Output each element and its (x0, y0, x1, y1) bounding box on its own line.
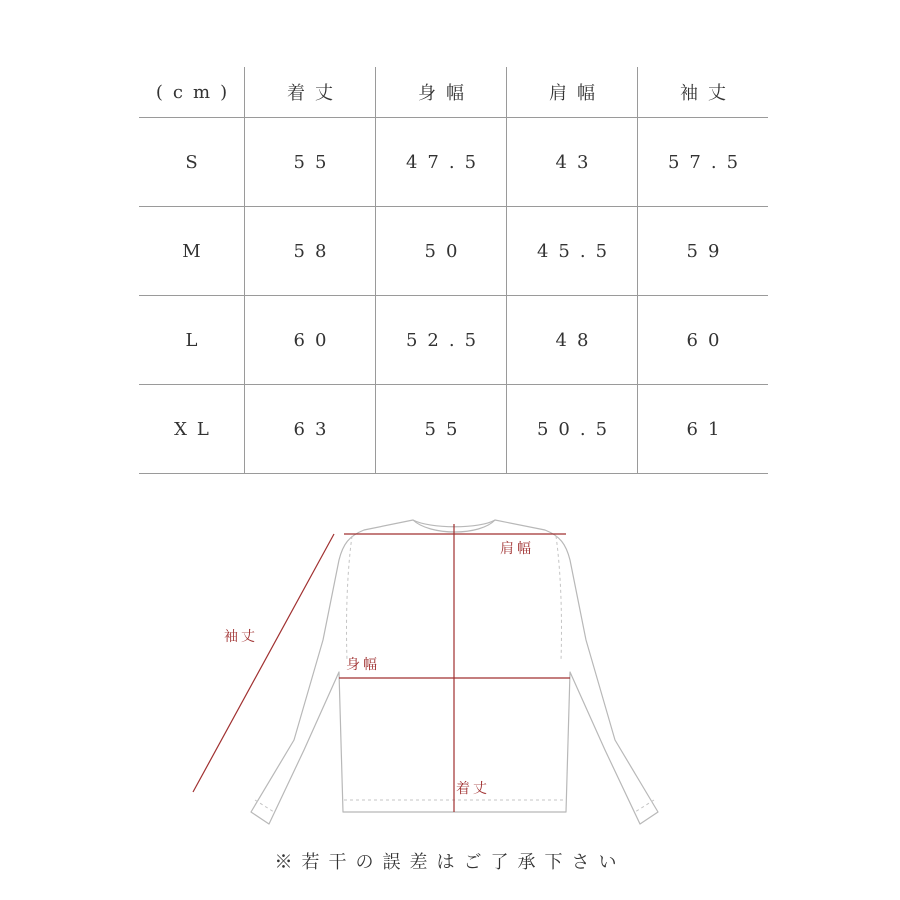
value-cell: 55 (245, 118, 376, 207)
value-cell: 59 (638, 207, 769, 296)
disclaimer-note: ※若干の誤差はご了承下さい (274, 852, 626, 873)
value-cell: 58 (245, 207, 376, 296)
measurement-labels (224, 541, 534, 797)
header-cell-chest: 身幅 (376, 67, 507, 118)
measurement-lines (193, 524, 570, 812)
value-cell: 47.5 (376, 118, 507, 207)
value-cell: 55 (376, 385, 507, 474)
sleeve-length-line (193, 534, 334, 792)
value-cell: 52.5 (376, 296, 507, 385)
left-cuff-stitch (255, 800, 274, 812)
header-cell-unit: (cm) (139, 67, 245, 118)
value-cell: 50.5 (507, 385, 638, 474)
shoulder-width-label: 肩幅 (500, 541, 534, 557)
size-cell: XL (139, 385, 245, 474)
size-cell: S (139, 118, 245, 207)
body-length-label: 着丈 (456, 781, 490, 797)
value-cell: 61 (638, 385, 769, 474)
value-cell: 48 (507, 296, 638, 385)
value-cell: 45.5 (507, 207, 638, 296)
value-cell: 43 (507, 118, 638, 207)
sleeve-length-label: 袖丈 (224, 629, 258, 645)
value-cell: 60 (245, 296, 376, 385)
header-cell-shoulder: 肩幅 (507, 67, 638, 118)
chest-width-label: 身幅 (346, 657, 380, 673)
size-cell: M (139, 207, 245, 296)
value-cell: 63 (245, 385, 376, 474)
right-cuff-stitch (635, 800, 654, 812)
value-cell: 57.5 (638, 118, 769, 207)
value-cell: 60 (638, 296, 769, 385)
size-cell: L (139, 296, 245, 385)
right-armhole-seam (556, 536, 561, 660)
left-armhole-seam (347, 536, 352, 660)
header-cell-sleeve: 袖丈 (638, 67, 769, 118)
value-cell: 50 (376, 207, 507, 296)
header-cell-length: 着丈 (245, 67, 376, 118)
